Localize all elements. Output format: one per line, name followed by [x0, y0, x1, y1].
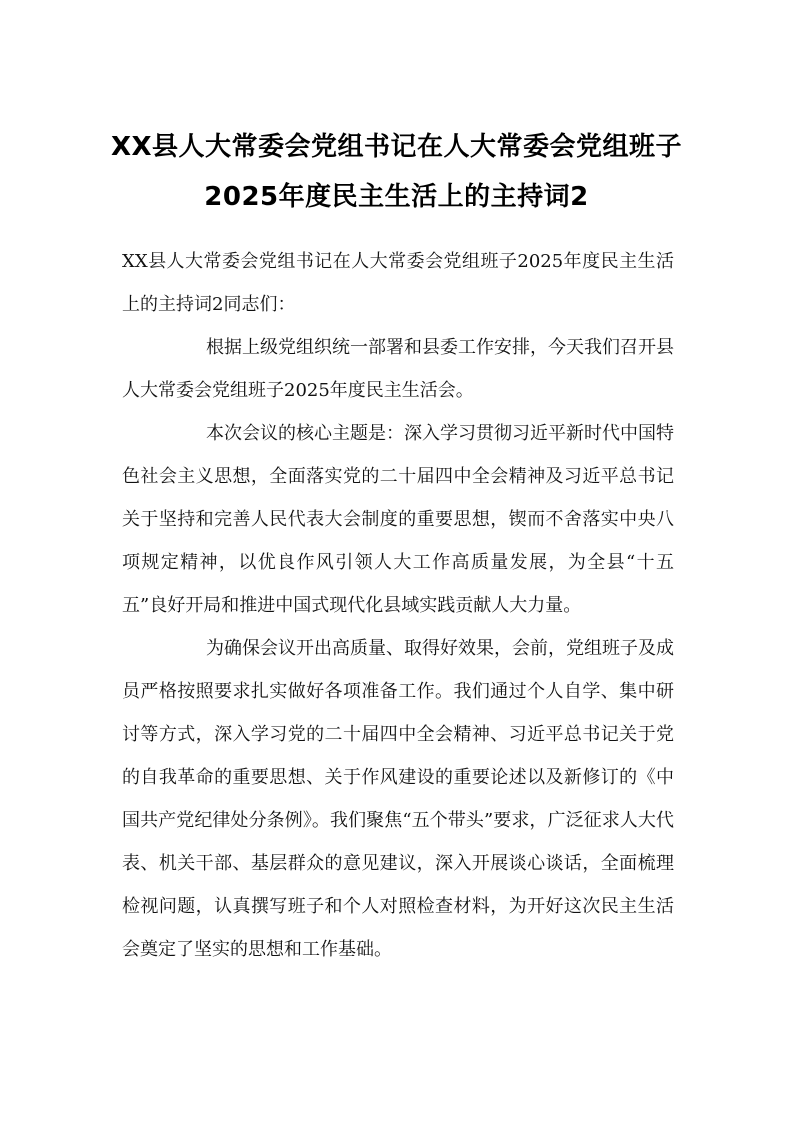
intro-paragraph: XX县人大常委会党组书记在人大常委会党组班子2025年度民主生活上的主持词2同志们： — [122, 251, 674, 315]
document-title: XX县人大常委会党组书记在人大常委会党组班子2025年度民主生活上的主持词2 — [110, 132, 683, 212]
body-paragraph-1: 根据上级党组织统一部署和县委工作安排，今天我们召开县人大常委会党组班子2025年度民主生活会。 — [122, 337, 674, 401]
document-body — [122, 240, 674, 971]
body-paragraph-2: 本次会议的核心主题是：深入学习贯彻习近平新时代中国特色社会主义思想，全面落实党的二十届四中全会精神及习近平总书记关于坚持和完善人民代表大会制度的重要思想，锲而不舍落实中央八项规定精神，以优良作风引领人大工作高质量发展，为全县“十五五”良好开局和推进中国式现代化县域实践贡献人大力量。 — [122, 423, 674, 616]
body-paragraph-3: 为确保会议开出高质量、取得好效果，会前，党组班子及成员严格按照要求扎实做好各项准备工作。我们通过个人自学、集中研讨等方式，深入学习党的二十届四中全会精神、习近平总书记关于党的自我革命的重要思想、关于作风建设的重要论述以及新修订的《中国共产党纪律处分条例》。我们聚焦“五个带头”要求，广泛征求人大代表、机关干部、基层群众的意见建议，深入开展谈心谈话，全面梳理检视问题，认真撰写班子和个人对照检查材料，为开好这次民主生活会奠定了坚实的思想和工作基础。 — [122, 638, 674, 960]
